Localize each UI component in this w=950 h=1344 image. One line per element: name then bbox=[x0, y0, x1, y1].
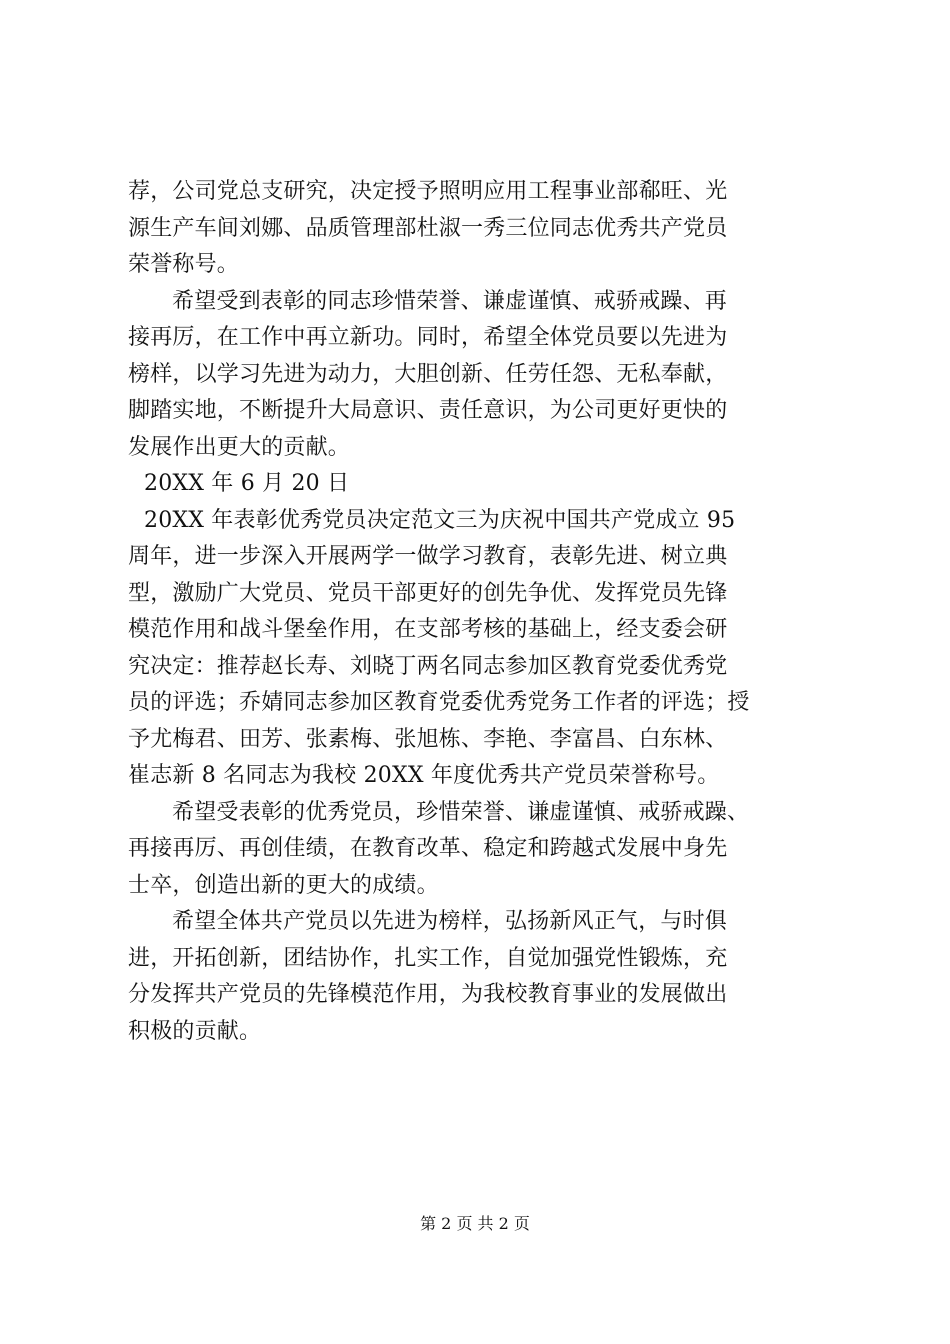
paragraph-5-line-4: 积极的贡献。 bbox=[128, 1018, 262, 1044]
page-footer: 第 2 页 共 2 页 bbox=[420, 1214, 530, 1233]
paragraph-3-line-6: 员的评选；乔婧同志参加区教育党委优秀党务工作者的评选；授 bbox=[128, 690, 750, 715]
paragraph-3-line-8: 崔志新 8 名同志为我校 20XX 年度优秀共产党员荣誉称号。 bbox=[128, 763, 720, 788]
paragraph-1-line-2: 源生产车间刘娜、品质管理部杜淑一秀三位同志优秀共产党员 bbox=[128, 215, 728, 241]
paragraph-4-line-1: 希望受表彰的优秀党员，珍惜荣誉、谦虚谨慎、戒骄戒躁、 bbox=[172, 799, 750, 825]
paragraph-5-line-2: 进，开拓创新，团结协作，扎实工作，自觉加强党性锻炼，充 bbox=[128, 945, 728, 971]
paragraph-3-line-3: 型，激励广大党员、党员干部更好的创先争优、发挥党员先锋 bbox=[128, 580, 728, 606]
paragraph-3-line-1: 20XX 年表彰优秀党员决定范文三为庆祝中国共产党成立 95 bbox=[144, 507, 736, 533]
paragraph-2-line-3: 榜样，以学习先进为动力，大胆创新、任劳任怨、无私奉献， bbox=[128, 361, 728, 387]
paragraph-2-line-5: 发展作出更大的贡献。 bbox=[128, 434, 351, 460]
paragraph-3-line-2: 周年，进一步深入开展两学一做学习教育，表彰先进、树立典 bbox=[128, 544, 728, 569]
date-line: 20XX 年 6 月 20 日 bbox=[144, 471, 350, 496]
paragraph-4-line-2: 再接再厉、再创佳绩，在教育改革、稳定和跨越式发展中身先 bbox=[128, 836, 728, 861]
paragraph-2-line-4: 脚踏实地，不断提升大局意识、责任意识，为公司更好更快的 bbox=[128, 398, 728, 423]
paragraph-4-line-3: 士卒，创造出新的更大的成绩。 bbox=[128, 872, 439, 898]
paragraph-3-line-7: 予尤梅君、田芳、张素梅、张旭栋、李艳、李富昌、白东林、 bbox=[128, 726, 728, 752]
paragraph-3-line-4: 模范作用和战斗堡垒作用，在支部考核的基础上，经支委会研 bbox=[128, 617, 728, 642]
paragraph-3-line-5: 究决定：推荐赵长寿、刘晓丁两名同志参加区教育党委优秀党 bbox=[128, 653, 728, 679]
paragraph-2-line-2: 接再厉，在工作中再立新功。同时，希望全体党员要以先进为 bbox=[128, 325, 728, 350]
document-body bbox=[128, 174, 828, 1050]
paragraph-5-line-1: 希望全体共产党员以先进为榜样，弘扬新风正气，与时俱 bbox=[172, 909, 728, 934]
paragraph-1-line-3: 荣誉称号。 bbox=[128, 252, 240, 277]
paragraph-1-line-1: 荐，公司党总支研究，决定授予照明应用工程事业部郗旺、光 bbox=[128, 179, 728, 204]
paragraph-5-line-3: 分发挥共产党员的先锋模范作用，为我校教育事业的发展做出 bbox=[128, 982, 728, 1007]
paragraph-2-line-1: 希望受到表彰的同志珍惜荣誉、谦虚谨慎、戒骄戒躁、再 bbox=[172, 288, 728, 314]
